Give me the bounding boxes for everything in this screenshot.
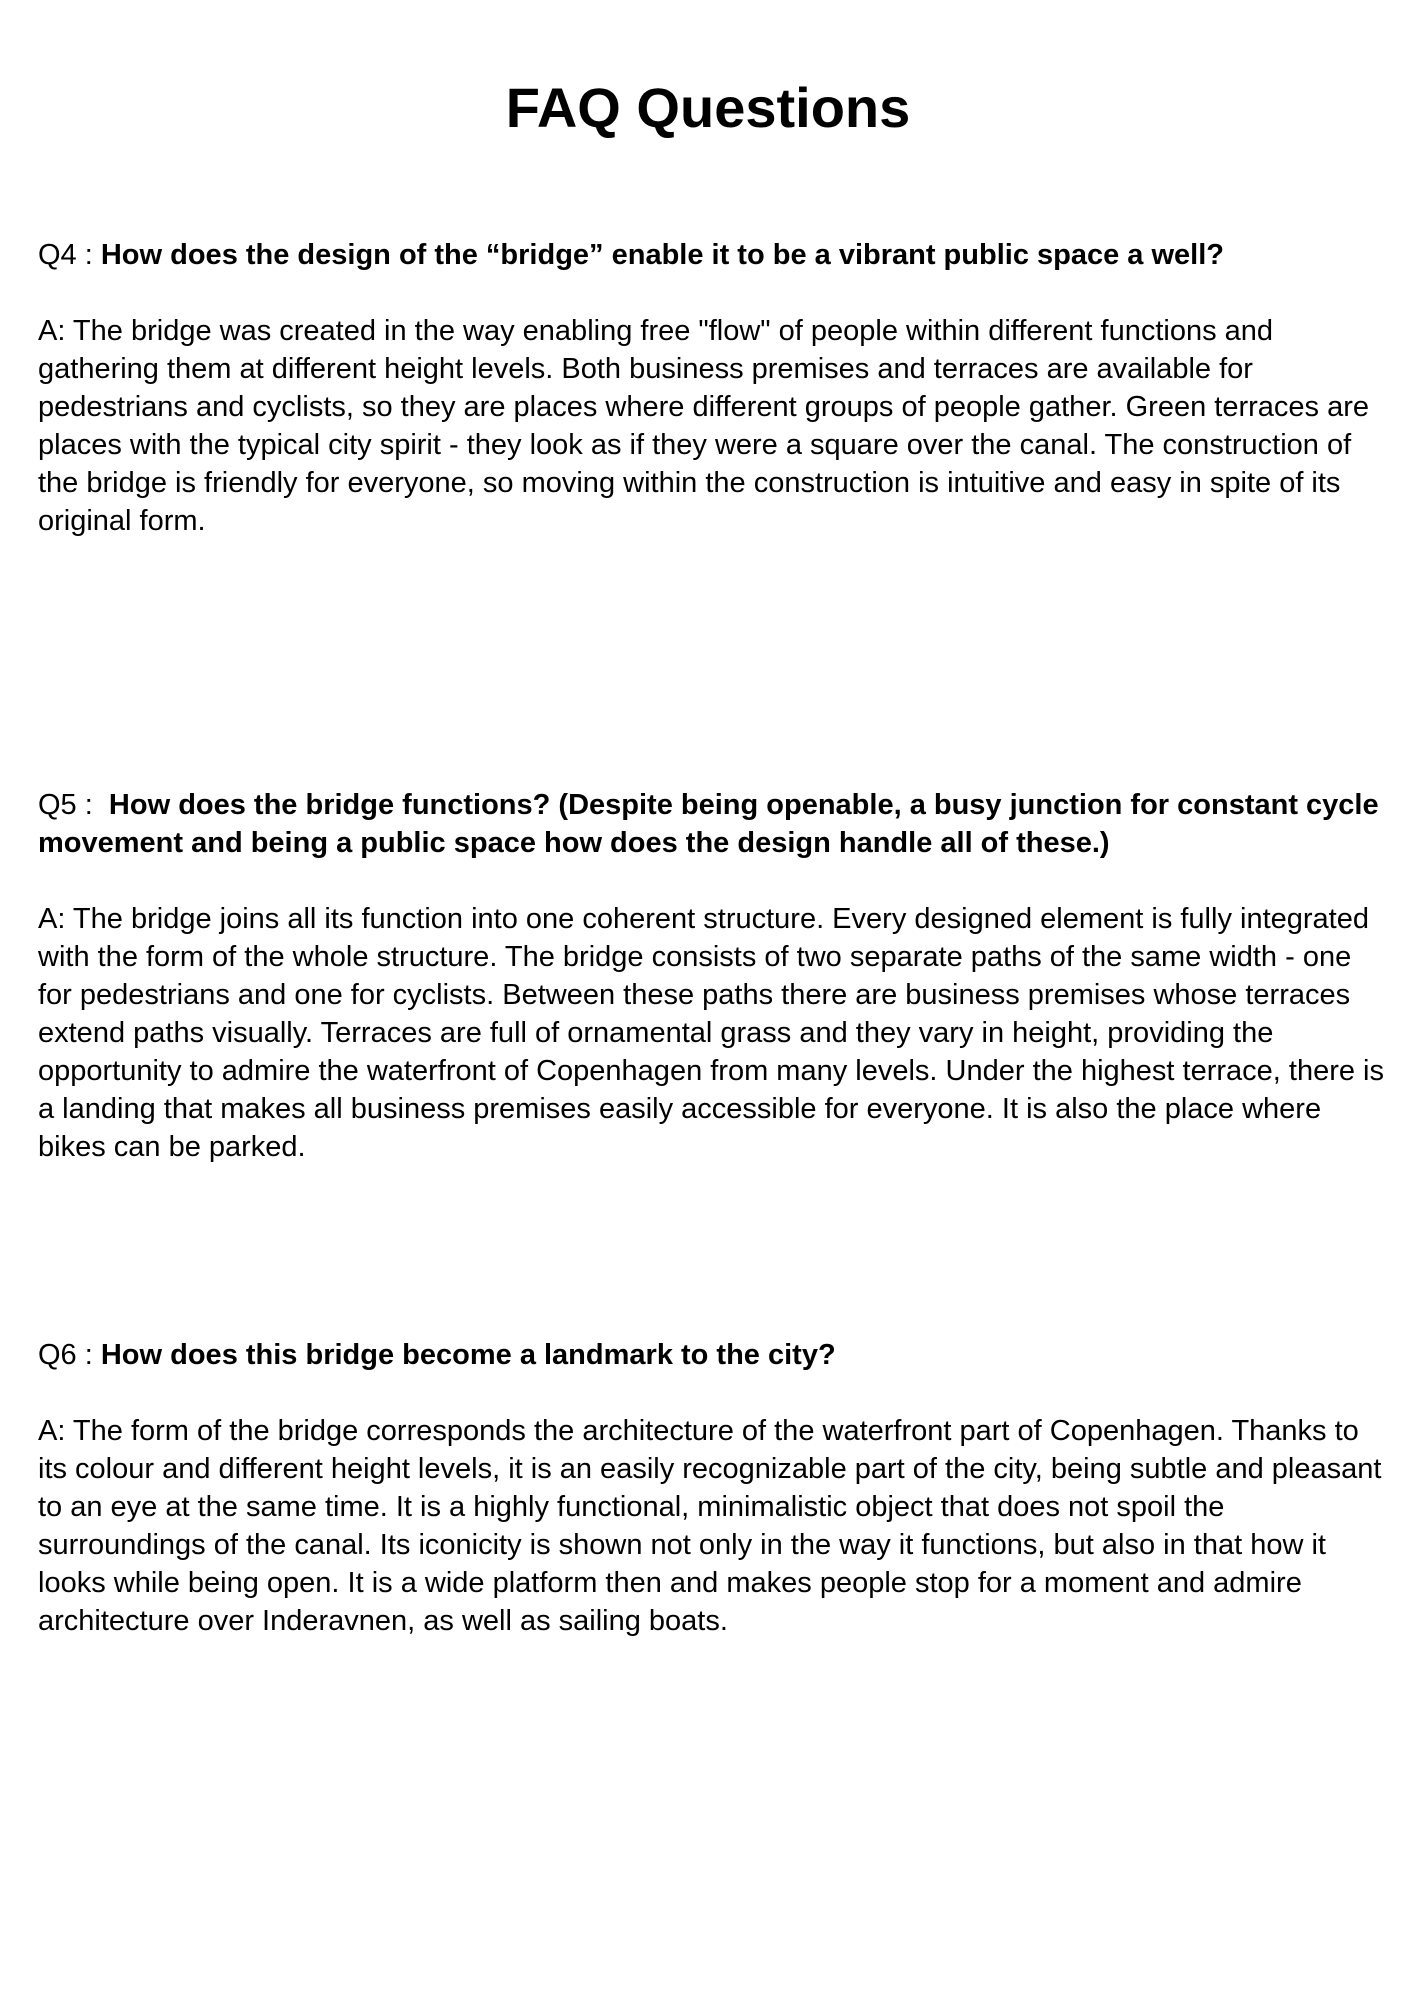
question-text: How does the bridge functions? (Despite being openable, a busy junction for constant cycle movement and being a public space how does the design handle all of these.) — [38, 789, 1379, 859]
faq-item-q6 — [38, 1336, 1388, 1640]
question-label: Q5 : — [38, 789, 109, 821]
question — [38, 786, 1388, 862]
faq-item-q4 — [38, 236, 1388, 540]
question-text: How does the design of the “bridge” enable it to be a vibrant public space a well? — [100, 239, 1224, 271]
answer-text: A: The bridge joins all its function into one coherent structure. Every designed element is fully integrated with the form of the whole structure. The bridge consists of two separate paths of the same width - one for pedestrians and one for cyclists. Between these paths there are business premises whose terraces extend paths visually. Terraces are full of ornamental grass and they vary in height, providing the opportunity to admire the waterfront of Copenhagen from many levels. Under the highest terrace, there is a landing that makes all business premises easily accessible for everyone. It is also the place where bikes can be parked. — [38, 903, 1384, 1163]
faq-item-q5 — [38, 786, 1388, 1166]
answer-text: A: The bridge was created in the way enabling free "flow" of people within different functions and gathering them at different height levels. Both business premises and terraces are available for pedestrians and cyclists, so they are places where different groups of people gather. Green terraces are places with the typical city spirit - they look as if they were a square over the canal. The construction of the bridge is friendly for everyone, so moving within the construction is intuitive and easy in spite of its original form. — [38, 315, 1369, 537]
question-text: How does this bridge become a landmark to the city? — [100, 1339, 836, 1371]
question-label: Q6 : — [38, 1339, 101, 1371]
question — [38, 1336, 1388, 1374]
page-title: FAQ Questions — [505, 76, 911, 139]
question-label: Q4 : — [38, 239, 101, 271]
question — [38, 236, 1388, 274]
answer-text: A: The form of the bridge corresponds the architecture of the waterfront part of Copenhagen. Thanks to its colour and different height levels, it is an easily recognizable part of the city, being subtle and pleasant to an eye at the same time. It is a highly functional, minimalistic object that does not spoil the surroundings of the canal. Its iconicity is shown not only in the way it functions, but also in that how it looks while being open. It is a wide platform then and makes people stop for a moment and admire architecture over Inderavnen, as well as sailing boats. — [38, 1415, 1382, 1637]
